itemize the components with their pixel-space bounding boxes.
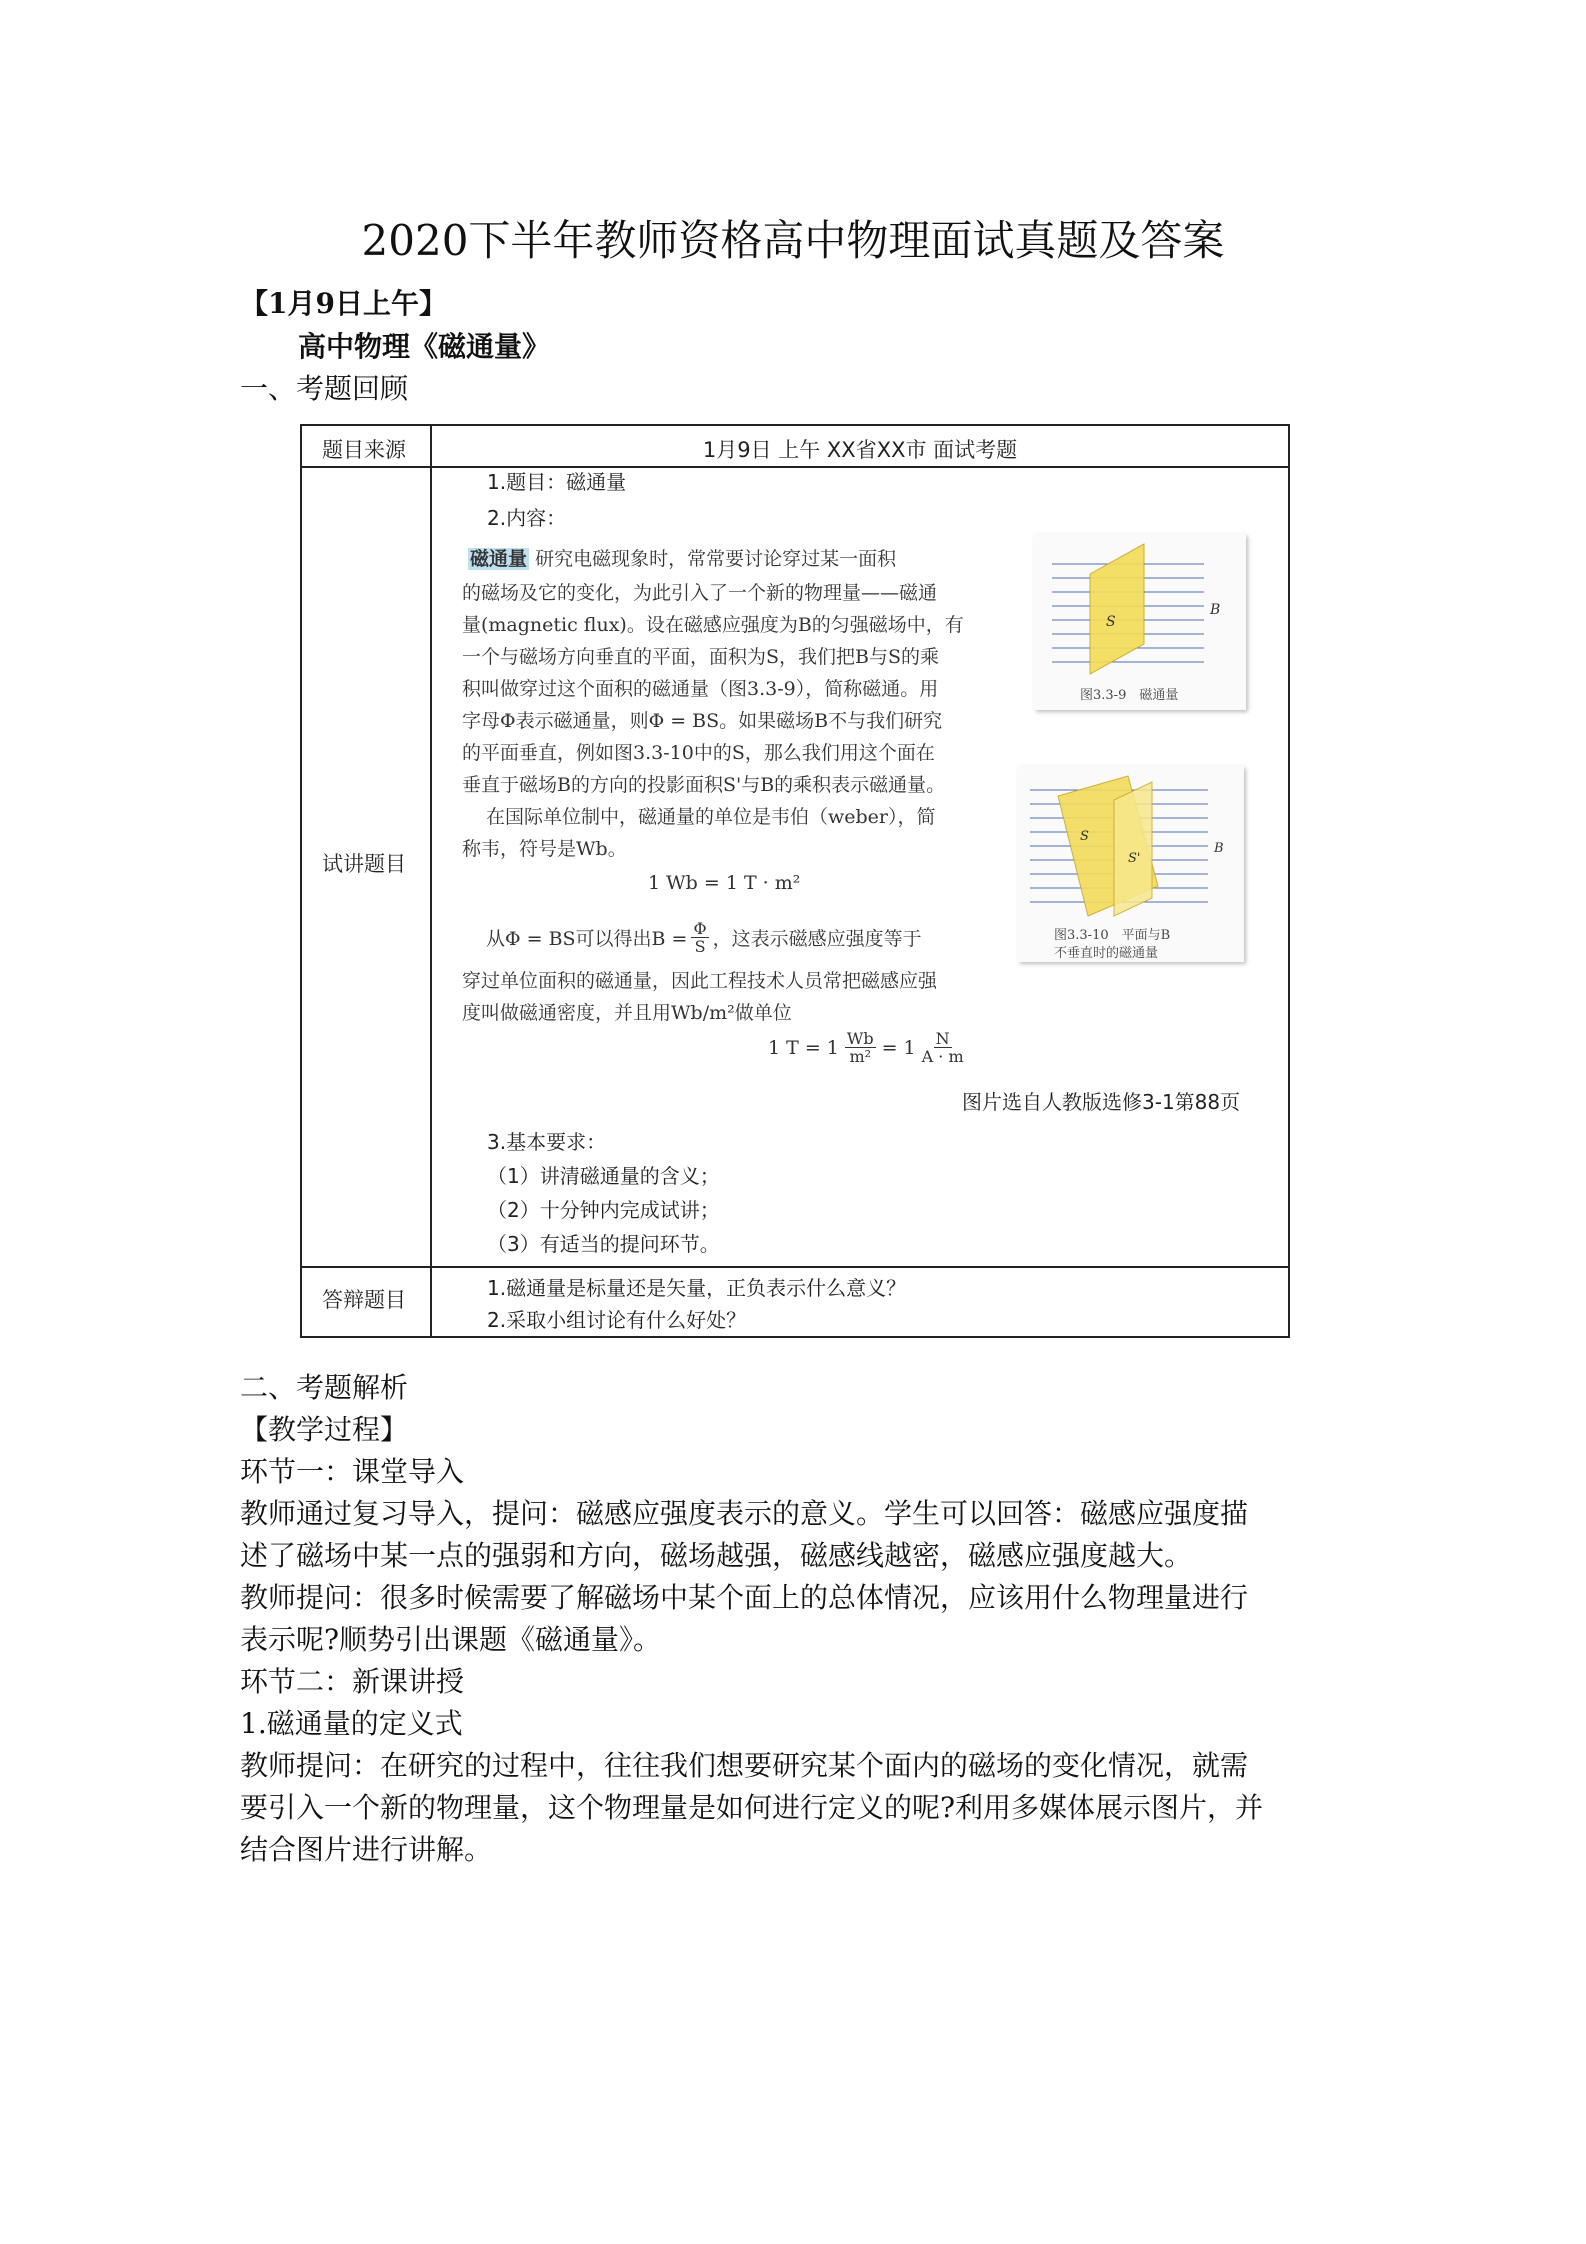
requirement-item: （3）有适当的提问环节。 <box>487 1232 720 1256</box>
fraction-numerator: Wb <box>846 1029 874 1048</box>
section-heading-2: 二、考题解析 <box>240 1371 409 1404</box>
term-highlight: 磁通量 <box>470 548 528 570</box>
session-label: 【1月9日上午】 <box>240 287 447 320</box>
image-source-note: 图片选自人教版选修3-1第88页 <box>962 1090 1241 1114</box>
label-s: S <box>1106 614 1116 630</box>
topic-label: 试讲题目 <box>322 852 406 876</box>
requirement-item: （2）十分钟内完成试讲； <box>487 1198 720 1222</box>
figure-caption: 图3.3-9 磁通量 <box>1080 688 1179 703</box>
figure-oblique-flux <box>1018 766 1244 962</box>
textbook-text: 研究电磁现象时，常常要讨论穿过某一面积 <box>535 548 897 570</box>
paragraph-line: 结合图片进行讲解。 <box>240 1833 493 1866</box>
paragraph-line: 述了磁场中某一点的强弱和方向，磁场越强，磁感线越密，磁感应强度越大。 <box>240 1539 1193 1572</box>
textbook-line: 垂直于磁场B的方向的投影面积S'与B的乘积表示磁通量。 <box>462 774 946 796</box>
equation-text: 1 T = 1 <box>768 1036 839 1059</box>
topic-item: 1.题目：磁通量 <box>487 470 627 494</box>
label-s: S <box>1080 829 1089 844</box>
equation-tesla <box>768 1030 970 1065</box>
equation-text: = 1 <box>881 1036 916 1059</box>
paragraph-line: 教师通过复习导入，提问：磁感应强度表示的意义。学生可以回答：磁感应强度描 <box>240 1497 1249 1530</box>
defense-question: 1.磁通量是标量还是矢量，正负表示什么意义？ <box>487 1276 907 1300</box>
textbook-line <box>468 544 896 571</box>
equation-weber: 1 Wb = 1 T · m² <box>648 872 801 894</box>
textbook-line: 的磁场及它的变化，为此引入了一个新的物理量——磁通 <box>462 582 938 604</box>
label-b: B <box>1214 841 1224 856</box>
source-label: 题目来源 <box>322 438 406 462</box>
textbook-text: 从Φ = BS可以得出B = <box>486 928 688 950</box>
process-heading: 【教学过程】 <box>240 1413 409 1446</box>
fraction-denominator: A · m <box>921 1047 964 1066</box>
table-col-divider <box>430 426 432 1336</box>
paragraph-line: 教师提问：在研究的过程中，往往我们想要研究某个面内的磁场的变化情况，就需 <box>240 1749 1249 1782</box>
textbook-line: 字母Φ表示磁通量，则Φ = BS。如果磁场B不与我们研究 <box>462 710 943 732</box>
requirements-heading: 3.基本要求： <box>487 1130 607 1154</box>
page-title: 2020下半年教师资格高中物理面试真题及答案 <box>361 216 1225 265</box>
paragraph-line: 要引入一个新的物理量，这个物理量是如何进行定义的呢?利用多媒体展示图片，并 <box>240 1791 1264 1824</box>
section-heading-1: 一、考题回顾 <box>240 372 409 405</box>
fraction-denominator: S <box>694 937 706 956</box>
textbook-line: 度叫做磁通密度，并且用Wb/m²做单位 <box>462 1002 792 1024</box>
fraction <box>922 1030 964 1065</box>
label-b: B <box>1210 602 1221 618</box>
label-s-prime: S' <box>1128 851 1141 866</box>
fraction <box>691 920 708 955</box>
projection-plane-shape <box>1114 782 1152 916</box>
defense-question: 2.采取小组讨论有什么好处？ <box>487 1308 747 1332</box>
table-row-divider <box>302 1266 1288 1268</box>
textbook-line: 称韦，符号是Wb。 <box>462 838 627 860</box>
table-row-divider <box>302 466 1288 468</box>
paragraph-line: 教师提问：很多时候需要了解磁场中某个面上的总体情况，应该用什么物理量进行 <box>240 1581 1249 1614</box>
fraction-denominator: m² <box>849 1047 872 1066</box>
fraction-numerator: N <box>935 1029 950 1048</box>
step-heading: 环节一：课堂导入 <box>240 1455 465 1488</box>
defense-label: 答辩题目 <box>322 1288 406 1312</box>
fraction <box>845 1030 876 1065</box>
requirement-item: （1）讲清磁通量的含义； <box>487 1164 720 1188</box>
subject-title: 高中物理《磁通量》 <box>298 330 551 363</box>
figure-caption: 不垂直时的磁通量 <box>1054 946 1159 961</box>
step-heading: 环节二：新课讲授 <box>240 1665 465 1698</box>
textbook-line: 积叫做穿过这个面积的磁通量（图3.3-9），简称磁通。用 <box>462 678 939 700</box>
fraction-numerator: Φ <box>693 919 707 938</box>
textbook-line: 在国际单位制中，磁通量的单位是韦伯（weber），简 <box>486 806 936 828</box>
figure-magnetic-flux <box>1034 534 1246 710</box>
paragraph-line: 表示呢?顺势引出课题《磁通量》。 <box>240 1623 662 1656</box>
exam-table <box>300 424 1290 1338</box>
textbook-line-formula <box>486 920 922 955</box>
figure-caption: 图3.3-10 平面与B <box>1054 928 1171 943</box>
textbook-line: 穿过单位面积的磁通量，因此工程技术人员常把磁感应强 <box>462 970 938 992</box>
textbook-text: ，这表示磁感应强度等于 <box>712 928 922 950</box>
content-item: 2.内容： <box>487 506 567 530</box>
textbook-line: 的平面垂直，例如图3.3-10中的S，那么我们用这个面在 <box>462 742 935 764</box>
source-value: 1月9日 上午 XX省XX市 面试考题 <box>702 438 1018 462</box>
textbook-line: 量(magnetic flux)。设在磁感应强度为B的匀强磁场中，有 <box>462 614 964 636</box>
textbook-line: 一个与磁场方向垂直的平面，面积为S，我们把B与S的乘 <box>462 646 939 668</box>
subsection-heading: 1.磁通量的定义式 <box>240 1707 463 1740</box>
